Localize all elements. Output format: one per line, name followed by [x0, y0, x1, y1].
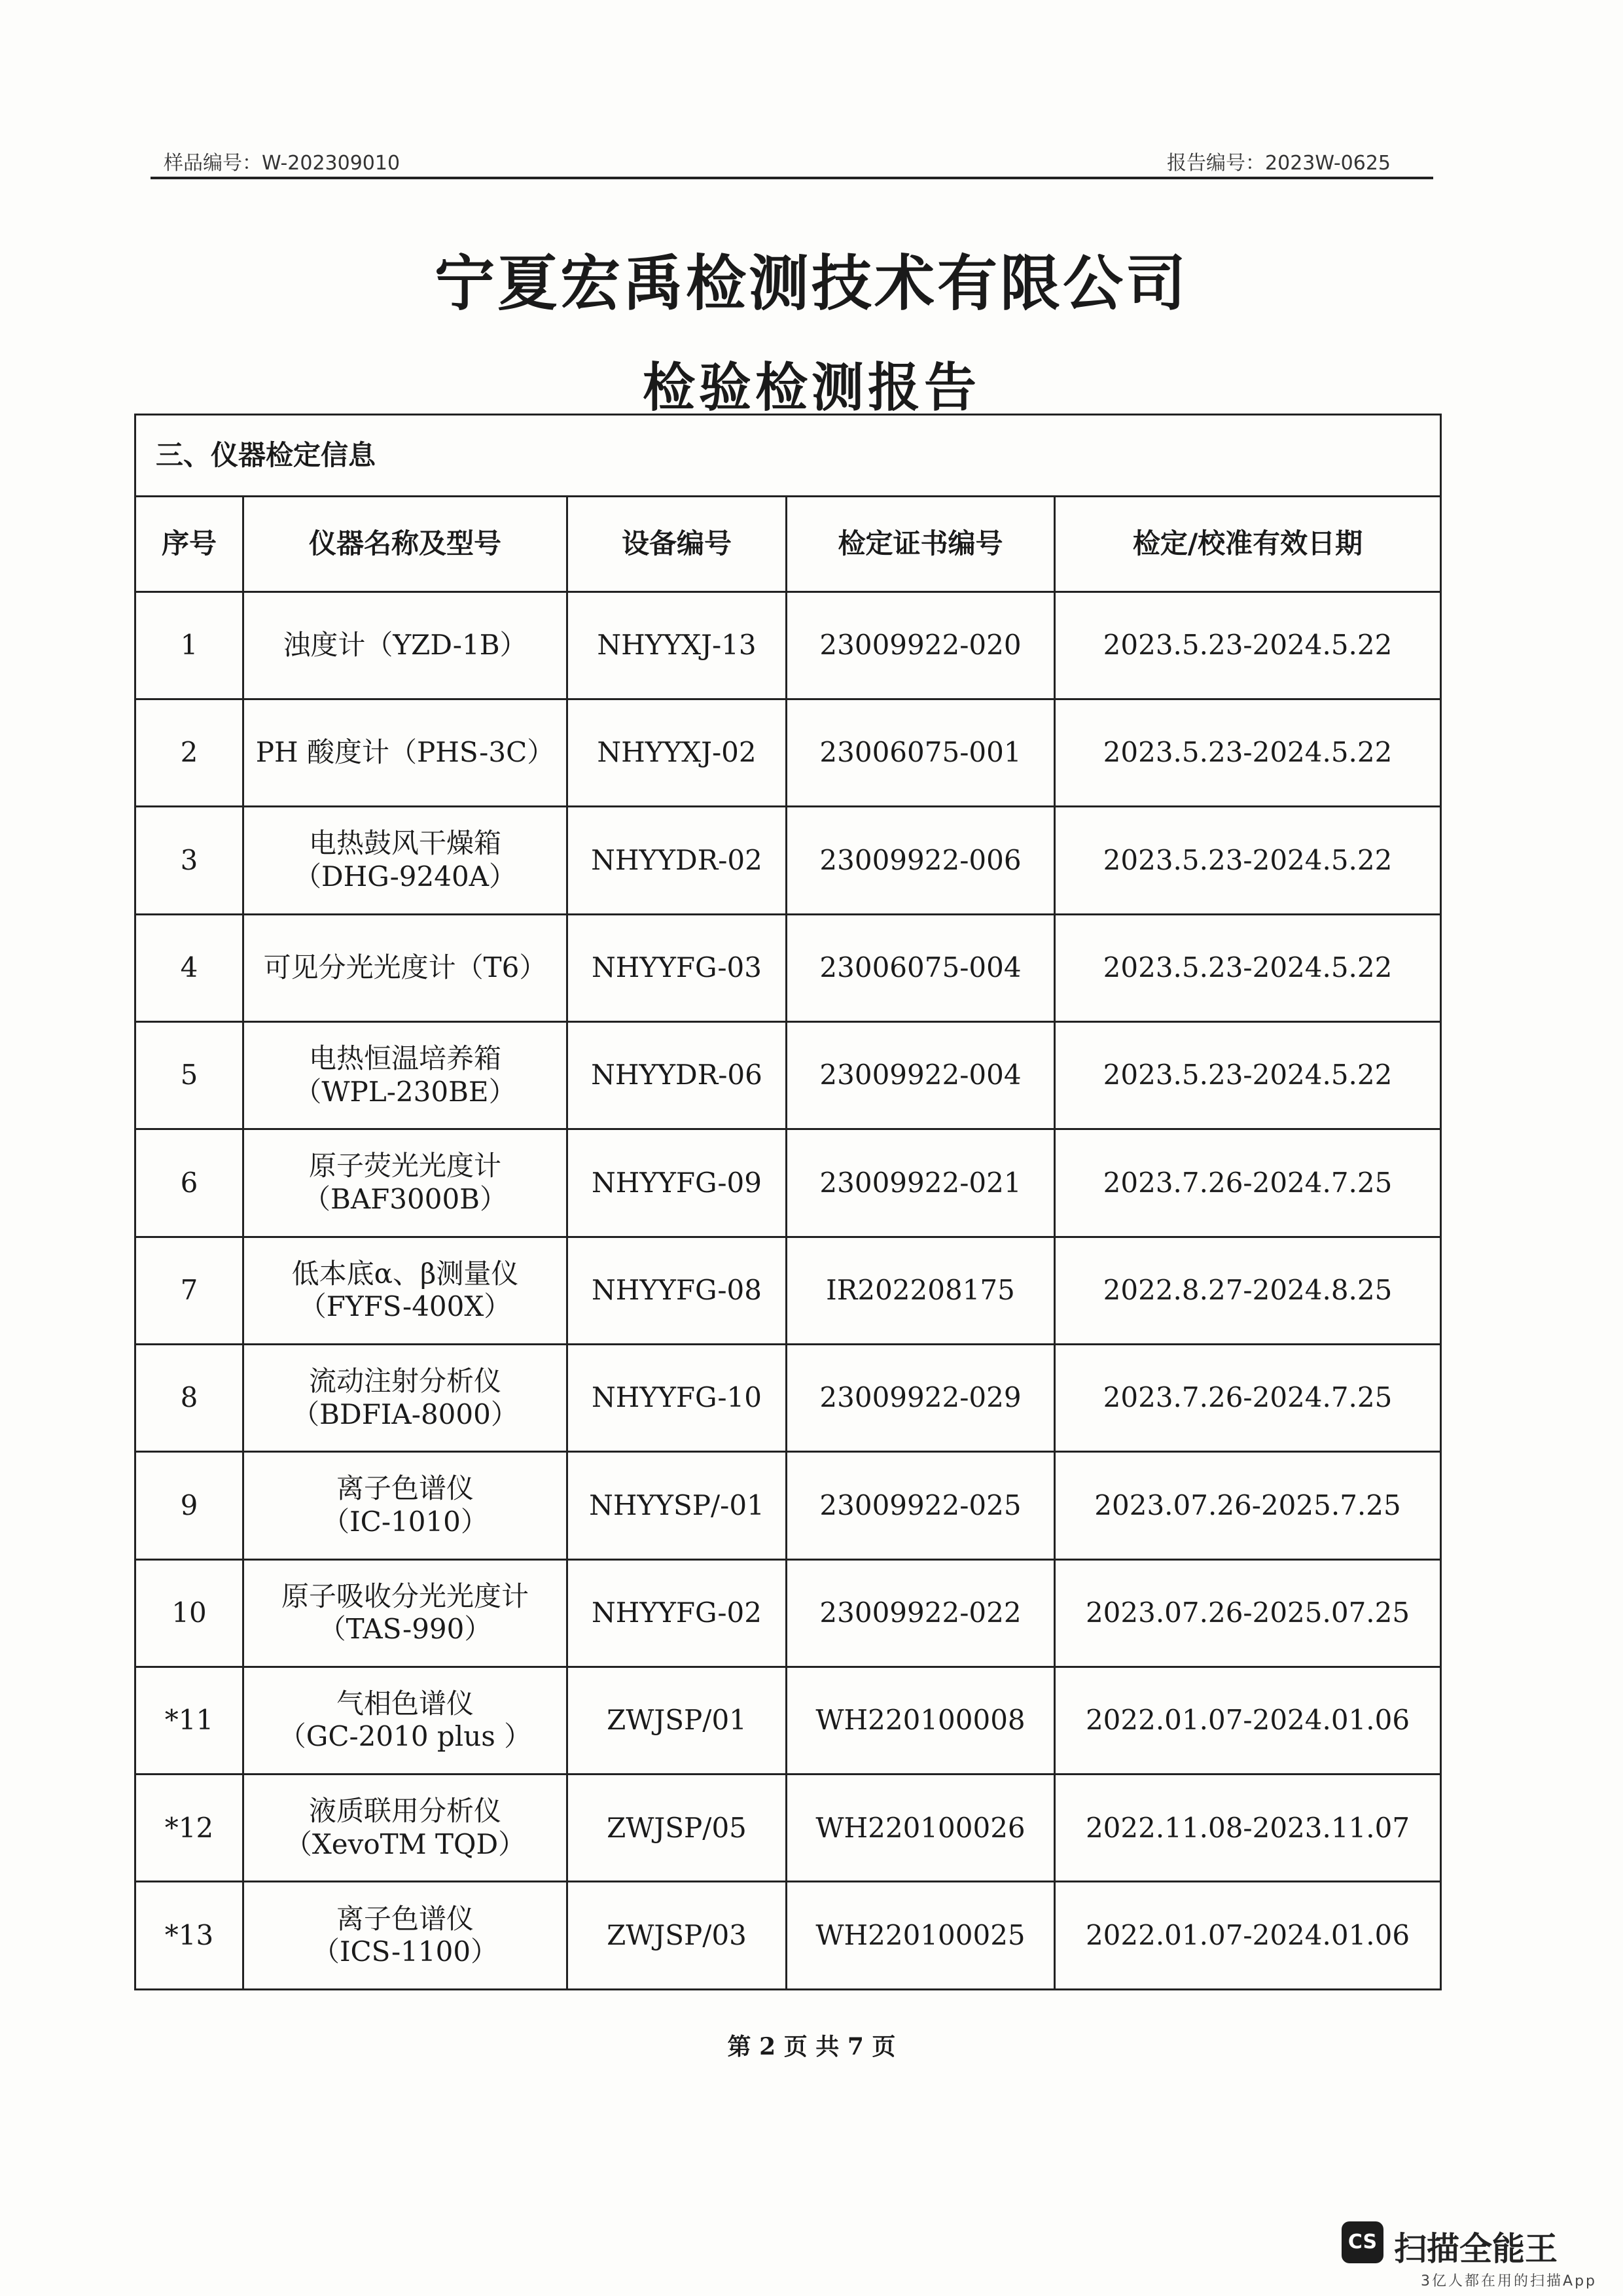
table-row: [135, 807, 1441, 914]
cell-device: NHYYFG-03: [567, 914, 787, 1021]
page-footer: [0, 2028, 1623, 2062]
cell-date: 2023.5.23-2024.5.22: [1055, 807, 1441, 914]
cell-no: *13: [135, 1882, 243, 1990]
cell-name: [243, 1667, 567, 1774]
table-row: [135, 1237, 1441, 1344]
watermark-tagline: 3亿人都在用的扫描App: [1421, 2273, 1597, 2289]
cell-date: 2022.01.07-2024.01.06: [1055, 1882, 1441, 1990]
cell-date: 2023.7.26-2024.7.25: [1055, 1344, 1441, 1451]
instrument-name-line: 流动注射分析仪: [308, 1365, 501, 1398]
instrument-name-line: （ICS-1100）: [312, 1935, 499, 1968]
cell-date: 2023.07.26-2025.07.25: [1055, 1559, 1441, 1667]
instrument-name-line: （IC-1010）: [322, 1505, 488, 1538]
cell-no: 3: [135, 807, 243, 914]
instrument-name-line: （BDFIA-8000）: [292, 1398, 518, 1430]
cell-date: 2022.01.07-2024.01.06: [1055, 1667, 1441, 1774]
cell-cert: 23009922-025: [787, 1452, 1055, 1559]
cell-no: 1: [135, 592, 243, 699]
instrument-name-line: （WPL-230BE）: [294, 1075, 516, 1108]
column-header-name: 仪器名称及型号: [243, 497, 567, 592]
cell-no: 10: [135, 1559, 243, 1667]
cell-name: [243, 1775, 567, 1882]
cell-name: [243, 1129, 567, 1237]
instrument-name-line: 原子荧光光度计: [308, 1150, 501, 1182]
cell-no: 4: [135, 914, 243, 1021]
cell-device: ZWJSP/01: [567, 1667, 787, 1774]
cell-no: 5: [135, 1021, 243, 1129]
cell-cert: 23009922-022: [787, 1559, 1055, 1667]
header-divider: [151, 177, 1433, 179]
cell-cert: IR202208175: [787, 1237, 1055, 1344]
equipment-table: [134, 414, 1442, 1990]
cell-device: NHYYXJ-02: [567, 699, 787, 806]
cell-name: [243, 1237, 567, 1344]
cell-device: NHYYDR-02: [567, 807, 787, 914]
cell-date: 2022.8.27-2024.8.25: [1055, 1237, 1441, 1344]
table-row: [135, 1667, 1441, 1774]
scanner-watermark: [1342, 2221, 1597, 2287]
instrument-name-line: （DHG-9240A）: [293, 860, 517, 892]
cell-no: 9: [135, 1452, 243, 1559]
footer-suffix: 页: [872, 2033, 896, 2060]
cell-no: 8: [135, 1344, 243, 1451]
cell-name: [243, 1452, 567, 1559]
cell-cert: 23006075-004: [787, 914, 1055, 1021]
cell-date: 2023.5.23-2024.5.22: [1055, 699, 1441, 806]
cell-device: ZWJSP/03: [567, 1882, 787, 1990]
cell-cert: WH220100008: [787, 1667, 1055, 1774]
cell-no: *11: [135, 1667, 243, 1774]
cell-name: [243, 807, 567, 914]
section-row: [135, 415, 1441, 497]
footer-mid: 页 共: [783, 2033, 840, 2060]
column-header-cert: 检定证书编号: [787, 497, 1055, 592]
report-title: 检验检测报告: [643, 357, 980, 418]
instrument-name-line: （GC-2010 plus ）: [278, 1720, 532, 1753]
table-header-row: [135, 497, 1441, 592]
table-row: [135, 1021, 1441, 1129]
watermark-name: 扫描全能王: [1394, 2230, 1558, 2268]
instrument-name-line: 低本底α、β测量仪: [291, 1257, 519, 1290]
cell-date: 2023.5.23-2024.5.22: [1055, 914, 1441, 1021]
cell-cert: WH220100025: [787, 1882, 1055, 1990]
cell-cert: 23006075-001: [787, 699, 1055, 806]
cell-date: 2022.11.08-2023.11.07: [1055, 1775, 1441, 1882]
table-row: [135, 592, 1441, 699]
cell-no: 2: [135, 699, 243, 806]
table-row: [135, 1452, 1441, 1559]
footer-total: 7: [847, 2033, 864, 2060]
instrument-name-line: （XevoTM TQD）: [284, 1828, 526, 1860]
cell-date: 2023.07.26-2025.7.25: [1055, 1452, 1441, 1559]
column-header-device: 设备编号: [567, 497, 787, 592]
cell-device: NHYYFG-02: [567, 1559, 787, 1667]
cell-cert: WH220100026: [787, 1775, 1055, 1882]
column-header-no: 序号: [135, 497, 243, 592]
instrument-name-line: 电热恒温培养箱: [308, 1042, 501, 1075]
cell-name: [243, 914, 567, 1021]
table-row: [135, 1559, 1441, 1667]
cell-name: [243, 592, 567, 699]
report-number: 报告编号：2023W-0625: [1167, 152, 1391, 175]
company-name: 宁夏宏禹检测技术有限公司: [434, 248, 1188, 319]
table-row: [135, 1882, 1441, 1990]
cell-cert: 23009922-004: [787, 1021, 1055, 1129]
instrument-name-line: 液质联用分析仪: [308, 1795, 501, 1828]
footer-page: 2: [759, 2033, 776, 2060]
table-row: [135, 1129, 1441, 1237]
cell-name: [243, 1882, 567, 1990]
cell-no: 7: [135, 1237, 243, 1344]
table-row: [135, 914, 1441, 1021]
column-header-date: 检定/校准有效日期: [1055, 497, 1441, 592]
sample-number: 样品编号：W-202309010: [164, 152, 401, 175]
cell-cert: 23009922-006: [787, 807, 1055, 914]
instrument-name-line: 可见分光光度计（T6）: [263, 951, 547, 983]
section-title: 三、仪器检定信息: [135, 415, 1441, 497]
cell-date: 2023.7.26-2024.7.25: [1055, 1129, 1441, 1237]
instrument-name-line: 离子色谱仪: [336, 1902, 474, 1935]
cell-date: 2023.5.23-2024.5.22: [1055, 592, 1441, 699]
cell-device: ZWJSP/05: [567, 1775, 787, 1882]
cell-device: NHYYXJ-13: [567, 592, 787, 699]
instrument-name-line: 电热鼓风干燥箱: [308, 827, 501, 860]
instrument-name-line: 原子吸收分光光度计: [281, 1580, 529, 1612]
cell-cert: 23009922-020: [787, 592, 1055, 699]
table-row: [135, 1775, 1441, 1882]
cell-device: NHYYDR-06: [567, 1021, 787, 1129]
instrument-name-line: PH 酸度计（PHS-3C）: [255, 736, 555, 769]
table-row: [135, 699, 1441, 806]
instrument-name-line: （TAS-990）: [318, 1613, 492, 1646]
table-row: [135, 1344, 1441, 1451]
instrument-name-line: （FYFS-400X）: [298, 1290, 512, 1323]
cell-device: NHYYFG-09: [567, 1129, 787, 1237]
instrument-name-line: 浊度计（YZD-1B）: [283, 629, 527, 662]
cell-cert: 23009922-029: [787, 1344, 1055, 1451]
instrument-name-line: 气相色谱仪: [336, 1687, 474, 1720]
instrument-name-line: 离子色谱仪: [336, 1472, 474, 1505]
footer-prefix: 第: [727, 2033, 751, 2060]
cell-no: *12: [135, 1775, 243, 1882]
cell-no: 6: [135, 1129, 243, 1237]
cell-name: [243, 1559, 567, 1667]
cell-name: [243, 1344, 567, 1451]
cell-name: [243, 1021, 567, 1129]
cell-device: NHYYFG-08: [567, 1237, 787, 1344]
cell-name: [243, 699, 567, 806]
cell-date: 2023.5.23-2024.5.22: [1055, 1021, 1441, 1129]
instrument-name-line: （BAF3000B）: [302, 1182, 508, 1215]
cell-cert: 23009922-021: [787, 1129, 1055, 1237]
cell-device: NHYYFG-10: [567, 1344, 787, 1451]
camscanner-logo-icon: CS: [1342, 2221, 1383, 2263]
cell-device: NHYYSP/-01: [567, 1452, 787, 1559]
